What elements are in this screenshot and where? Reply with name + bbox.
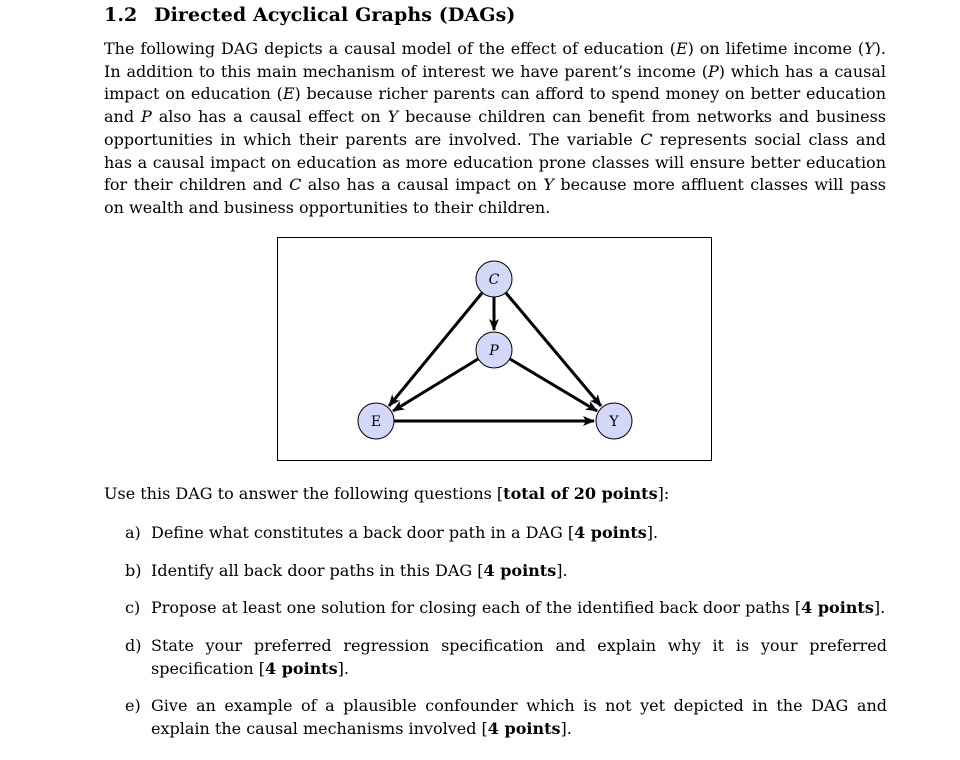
question-b xyxy=(125,560,887,583)
var-p: P xyxy=(707,61,719,81)
question-text: Identify all back door paths in this DAG [4 points]. xyxy=(151,561,568,580)
question-label: b) xyxy=(125,561,142,580)
question-points: 4 points xyxy=(487,718,561,738)
node-e xyxy=(358,403,394,439)
question-points: 4 points xyxy=(574,523,647,542)
intro-text: ) on lifetime income ( xyxy=(687,39,865,58)
question-a xyxy=(125,522,887,545)
node-c-label: C xyxy=(488,272,500,288)
edge-c-e xyxy=(389,293,482,406)
question-text: Give an example of a plausible confounder which is not yet depicted in the DAG and explain the causal mechanisms involved [4 points]. xyxy=(151,696,887,738)
question-end: . xyxy=(566,718,572,738)
var-y: Y xyxy=(543,175,554,195)
question-text: Propose at least one solution for closing each of the identified back door paths [4 points]. xyxy=(151,598,886,617)
total-points: total of 20 points xyxy=(503,484,658,503)
var-y: Y xyxy=(864,39,875,58)
intro-text: also has a causal impact on xyxy=(301,175,544,195)
section-heading xyxy=(104,4,515,26)
dag-figure xyxy=(277,237,712,461)
intro-text: ) which has a causal impact on education ( xyxy=(104,61,887,104)
question-text: Define what constitutes a back door path in a DAG [4 points]. xyxy=(151,523,659,542)
node-y-label: Y xyxy=(609,414,619,430)
intro-paragraph xyxy=(104,38,886,220)
edge-c-y xyxy=(506,293,601,406)
question-label: a) xyxy=(125,523,141,542)
question-d xyxy=(125,635,887,680)
var-c: C xyxy=(640,129,653,149)
var-e: E xyxy=(675,39,688,58)
node-e-label: E xyxy=(370,414,382,430)
question-points: 4 points xyxy=(483,561,557,580)
intro-text: represents social class and has a causal impact on education as more education prone classes will ensure better education for their children and xyxy=(104,129,887,195)
question-end: . xyxy=(343,658,350,678)
var-p: P xyxy=(141,107,152,127)
intro-text: The following DAG depicts a causal model of the effect of education ( xyxy=(104,39,676,58)
node-y xyxy=(596,403,632,439)
question-body: Identify all back door paths in this DAG xyxy=(151,561,478,580)
question-label: c) xyxy=(125,598,141,617)
var-y: Y xyxy=(387,107,399,127)
var-c: C xyxy=(289,175,302,195)
intro-text: because children can benefit from networks and business opportunities in which their parents are involved. The variable xyxy=(104,107,887,149)
dag-diagram xyxy=(278,238,711,460)
question-points: 4 points xyxy=(265,658,338,678)
question-e xyxy=(125,695,887,740)
question-end: . xyxy=(562,561,568,580)
node-p-label: P xyxy=(489,343,499,359)
question-end: . xyxy=(653,523,659,542)
node-p xyxy=(476,332,512,368)
question-body: Give an example of a plausible confounder which is not yet depicted in the DAG and explain the causal mechanisms involved xyxy=(151,696,887,738)
questions-lead: Use this DAG to answer the following questions [total of 20 points]: xyxy=(104,484,670,503)
var-e: E xyxy=(282,84,295,104)
intro-text: also has a causal effect on xyxy=(151,107,388,127)
lead-end: : xyxy=(663,484,670,503)
question-body: Define what constitutes a back door path in a DAG xyxy=(151,523,568,542)
question-points: 4 points xyxy=(801,598,874,617)
intro-text: because more affluent classes will pass on wealth and business opportunities to their children. xyxy=(104,175,887,217)
lead-text: Use this DAG to answer the following questions xyxy=(104,484,497,503)
section-number: 1.2 xyxy=(104,4,138,26)
intro-text: ) because richer parents can afford to spend money on better education and xyxy=(104,84,886,127)
question-label: e) xyxy=(125,696,141,715)
question-c xyxy=(125,597,887,620)
question-body: Propose at least one solution for closing each of the identified back door paths xyxy=(151,598,795,617)
node-c xyxy=(476,261,512,297)
question-end: . xyxy=(880,598,886,617)
question-label: d) xyxy=(125,636,142,655)
question-body: State your preferred regression specification and explain why it is your preferred specification xyxy=(151,636,887,678)
section-title: Directed Acyclical Graphs (DAGs) xyxy=(154,4,516,26)
intro-text: ). In addition to this main mechanism of interest we have parent’s income ( xyxy=(104,39,886,81)
question-text: State your preferred regression specification and explain why it is your preferred specification [4 points]. xyxy=(151,636,887,678)
